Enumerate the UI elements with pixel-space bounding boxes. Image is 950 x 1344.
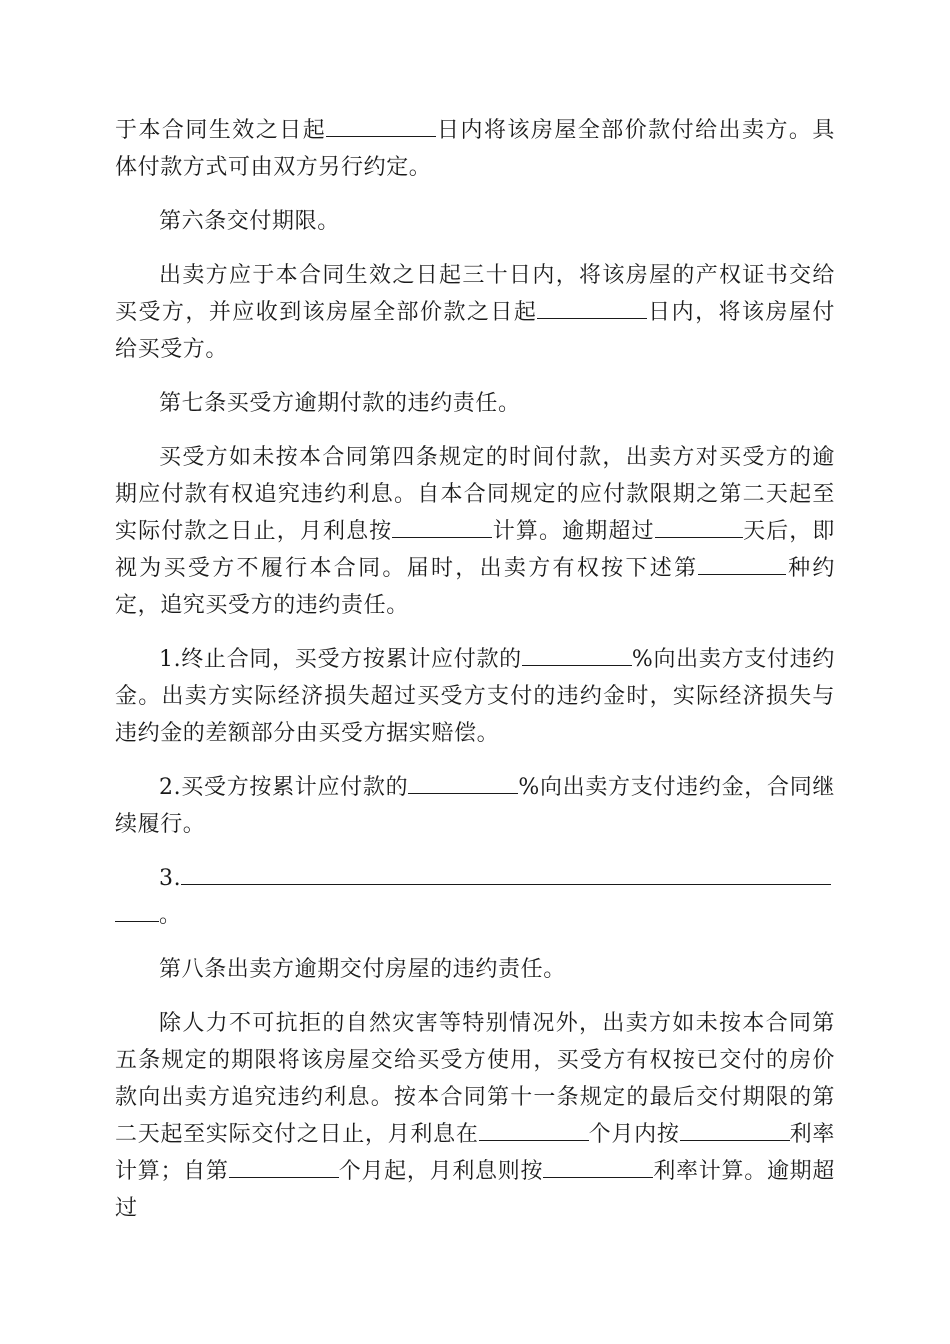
text-segment: 除人力不可抗拒的自然灾害等特别情况外，出卖方如未按本合同第五条规定的期限将该房屋交给买受方使用，买受方有权按已交付的房价款向出卖方追究违约利息。按本合同第十一条规定的最后交付期限的第二天起至实际交付之日止，月利息在	[115, 1011, 835, 1147]
fill-in-blank	[229, 1157, 339, 1178]
fill-in-line	[115, 901, 159, 922]
text-segment: 个月起，月利息则按	[338, 1159, 544, 1184]
text-segment: %向出卖方支付违约金。出卖方实际经济损失超过买受方支付的违约金时，实际经济损失与违约金的差额部分由买受方据实赔偿。	[115, 647, 835, 746]
text-segment: %向出卖方支付违约金，合同继续履行。	[115, 775, 835, 837]
text-segment: 个月内按	[588, 1122, 680, 1147]
text-segment: 天后，即视为买受方不履行本合同。届时，出卖方有权按下述第	[115, 519, 835, 581]
fill-in-blank	[326, 116, 436, 137]
option-1-paragraph	[115, 641, 835, 752]
option-2-paragraph	[115, 769, 835, 843]
text-segment: 日内，将该房屋付给买受方。	[115, 300, 835, 362]
text-segment: 利率计算。逾期超过	[115, 1159, 835, 1221]
text-segment: 计算。逾期超过	[492, 519, 655, 544]
article-8-body	[115, 1005, 835, 1227]
fill-in-blank	[479, 1120, 589, 1141]
text-segment: 种约定，追究买受方的违约责任。	[115, 556, 836, 618]
document-page	[115, 112, 835, 1244]
fill-in-blank	[543, 1157, 653, 1178]
fill-in-blank	[680, 1120, 790, 1141]
text-segment: 于本合同生效之日起	[115, 118, 327, 143]
article-8-heading: 第八条出卖方逾期交付房屋的违约责任。	[159, 957, 566, 982]
article-7-heading: 第七条买受方逾期付款的违约责任。	[159, 391, 521, 416]
text-segment: 利率计算；自第	[115, 1122, 836, 1184]
text-segment: 3.	[159, 866, 182, 891]
text-segment: 2.买受方按累计应付款的	[159, 775, 409, 800]
article-6-body	[115, 257, 835, 368]
text-segment: 买受方如未按本合同第四条规定的时间付款，出卖方对买受方的逾期应付款有权追究违约利息。自本合同规定的应付款限期之第二天起至实际付款之日止，月利息按	[115, 445, 835, 544]
text-segment: 1.终止合同，买受方按累计应付款的	[159, 647, 522, 672]
text-segment: 日内将该房屋全部价款付给出卖方。具体付款方式可由双方另行约定。	[115, 118, 835, 180]
fill-in-line	[181, 864, 831, 885]
fill-in-blank	[522, 645, 632, 666]
text-segment: 出卖方应于本合同生效之日起三十日内，将该房屋的产权证书交给买受方，并应收到该房屋全部价款之日起	[115, 263, 835, 325]
fill-in-blank	[698, 554, 786, 575]
fill-in-blank	[392, 517, 492, 538]
text-segment: 。	[159, 903, 182, 928]
payment-term-paragraph	[115, 112, 835, 186]
option-3-paragraph	[115, 860, 835, 934]
fill-in-blank	[408, 773, 518, 794]
article-7-body	[115, 439, 835, 624]
fill-in-blank	[537, 298, 647, 319]
article-6-heading: 第六条交付期限。	[159, 209, 340, 234]
fill-in-blank	[655, 517, 743, 538]
